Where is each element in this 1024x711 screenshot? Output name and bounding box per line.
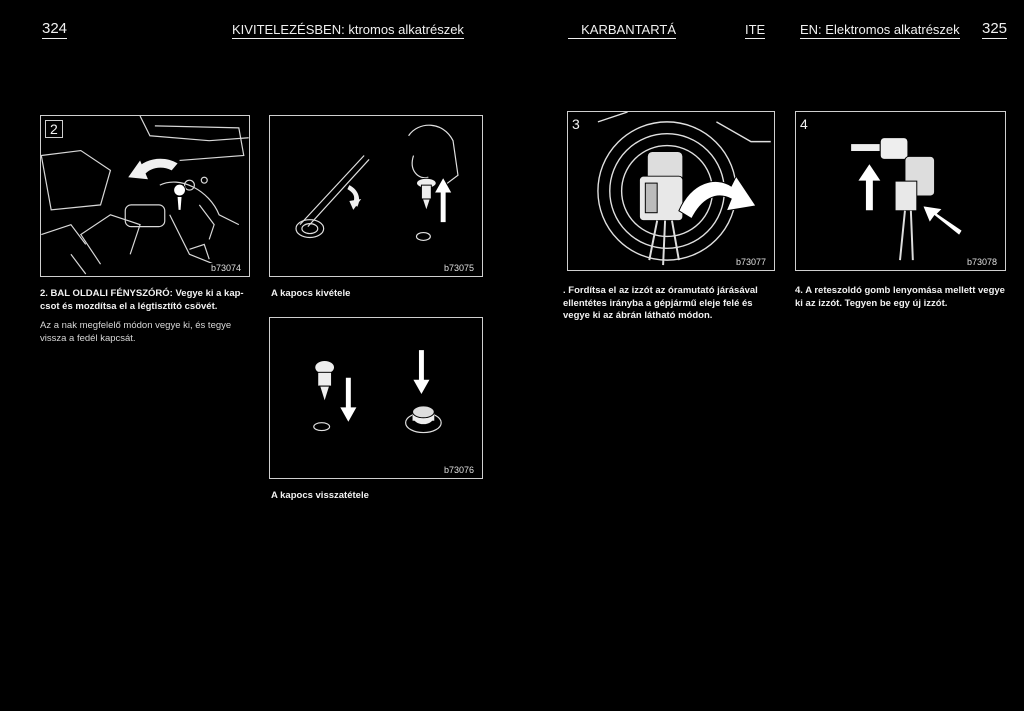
engine-bay-illustration [41,116,249,276]
figure-4-panel [795,111,1006,271]
arrow-down-icon [413,350,431,395]
figure-3-code: b73077 [735,257,766,267]
clip-refit-panel [269,317,483,479]
left-header-title-part1: KIVITELEZÉSBEN: [232,22,349,37]
figure-4-code: b73078 [966,257,997,267]
arrow-down-icon [339,377,357,422]
clip-refit-illustration [270,318,482,478]
step-3-caption: . Fordítsa el az izzót az óramutató járásával ellentétes irányba a gépjármű eleje felé és vegye ki az ábrán látható módon. [563,285,758,321]
clip-refit-code: b73076 [443,465,474,475]
left-header-title-part2: ktromos alkatrészek [348,22,464,37]
step-4-caption: 4. A reteszoldó gomb lenyomása mellett vegye ki az izzót. Tegyen be egy új izzót. [795,285,1005,309]
clip-removal-code: b73075 [443,263,474,273]
figure-2-code: b73074 [210,263,241,273]
clip-icon [416,178,436,211]
right-header-title-part1: KARBANTARTÁ [568,22,676,39]
step-2-caption [40,288,252,345]
right-header-title-part2: ITE [745,22,766,37]
figure-4-number: 4 [800,116,808,132]
bulb-removal-illustration [796,112,1005,270]
arrow-curved-icon [679,176,756,218]
arrow-press-icon [923,206,963,236]
clip-refit-caption: A kapocs visszatétele [271,490,369,501]
right-header-title-part3: EN: Elektromos alkatrészek [800,22,960,37]
figure-2-panel [40,115,250,277]
right-page-number: 325 [982,20,1008,37]
step-2-instruction: 2. BAL OLDALI FÉNYSZÓRÓ: Vegye ki a kap-csot és mozdítsa el a légtisztító csövét. [40,288,244,312]
figure-3-number: 3 [572,116,580,132]
left-page-number: 324 [42,20,68,37]
arrow-up-icon [434,177,452,222]
left-header-title [232,22,464,39]
bulb-icon [851,138,935,260]
figure-3-panel [567,111,775,271]
step-2-note: Az a nak megfelelő módon vegye ki, és tegye vissza a fedél kapcsát. [40,320,232,344]
clip-removal-panel [269,115,483,277]
arrow-up-icon [858,163,882,210]
clip-icon [315,360,335,401]
headlight-bulb-rotate-illustration [568,112,774,270]
clip-removal-caption: A kapocs kivétele [271,288,351,299]
clip-removal-illustration [270,116,482,276]
figure-2-number: 2 [45,120,63,138]
